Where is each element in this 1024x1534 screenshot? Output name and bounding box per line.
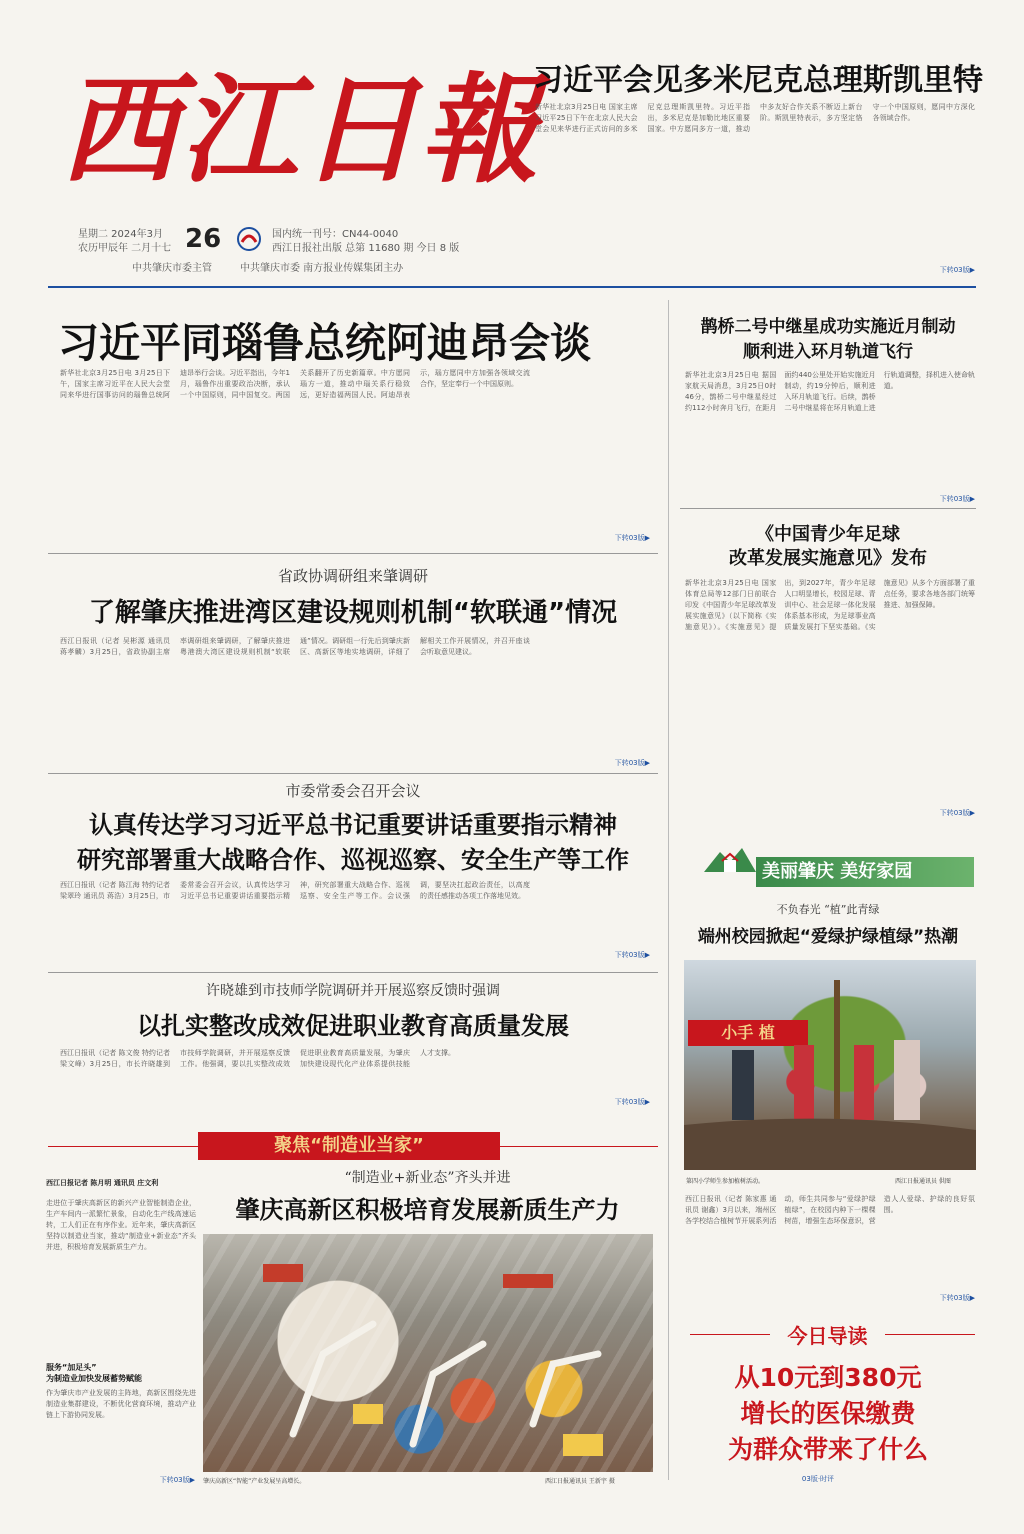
right-story1-body: 新华社北京3月25日电 据国家航天局消息，3月25日0时46分，鹊桥二号中继星经过约112小时奔月飞行，在距月面约440公里处开始实施近月制动，约19分钟后，顺利进入环月轨道飞行。后续，鹊桥二号中继星将在环月轨道上进行轨道调整，择机进入使命轨道。 (685, 371, 975, 412)
story4-kicker: 许晓雄到市技师学院调研并开展巡察反馈时强调 (206, 983, 500, 999)
masthead-sponsor2: 中共肇庆市委 南方报业传媒集团主办 (240, 263, 404, 274)
story2-body: 西江日报讯（记者 吴彬源 通讯员 蒋孝麟）3月25日，省政协副主席率调研组来肇调研，了解肇庆推进粤港澳大湾区建设规则机制“软联通”情况。调研组一行先后到肇庆新区、高新区等地实地调研，详细了解相关工作开展情况，并召开座谈会听取意见建议。 (60, 637, 530, 656)
masthead-title: 西江日報 (60, 60, 541, 199)
right-story3-more: 下转03版▶ (939, 1294, 975, 1302)
guide-page: 03版·时评 (801, 1475, 835, 1483)
right-story1-more: 下转03版▶ (939, 495, 975, 503)
story5-headline: 肇庆高新区积极培育发展新质生产力 (235, 1196, 620, 1224)
masthead-date (78, 228, 188, 256)
masthead-date-line2: 农历甲辰年 二月十七 (78, 243, 172, 254)
right-story1-headline-line1: 鹊桥二号中继星成功实施近月制动 (700, 317, 956, 337)
divider-right-1 (680, 508, 976, 509)
right-story3-headline: 端州校园掀起“爱绿护绿植绿”热潮 (697, 927, 959, 947)
lead-story-more: 下转03版▶ (614, 534, 650, 542)
story5-subhead-line2: 为制造业加快发展蓄势赋能 (46, 1374, 142, 1383)
story3-body: 西江日报讯（记者 陈江海 特约记者 梁翠玲 通讯员 蒋浩）3月25日，市委常委会召开会议，认真传达学习习近平总书记重要讲话重要指示精神，研究部署重大战略合作、巡视巡察、安全生产等工作。会议强调，要坚决扛起政治责任，以高度的责任感推动各项工作落地见效。 (60, 881, 530, 900)
story3-more: 下转03版▶ (614, 951, 650, 959)
school-photo-credit: 西江日报通讯员 供图 (895, 1178, 951, 1185)
right-story2-headline-line1: 《中国青少年足球 (756, 524, 900, 545)
banner-rule-left (48, 1146, 198, 1147)
story5-more: 下转03版▶ (159, 1476, 195, 1484)
guide-rule-left (690, 1334, 770, 1335)
story3-kicker: 市委常委会召开会议 (285, 782, 421, 800)
lead-story-headline: 习近平同瑙鲁总统阿迪昂会谈 (58, 319, 591, 367)
masthead-day: 26 (185, 224, 222, 254)
right-story3-banner: 美丽肇庆 美好家园 (756, 857, 974, 887)
divider-1 (48, 553, 658, 554)
story2-more: 下转03版▶ (614, 759, 650, 767)
right-story1-headline-line2: 顺利进入环月轨道飞行 (743, 342, 913, 362)
right-story2-more: 下转03版▶ (939, 809, 975, 817)
masthead-date-line1: 星期二 2024年3月 (78, 229, 163, 240)
green-banner-icon (702, 842, 758, 878)
lead-story-body: 新华社北京3月25日电 3月25日下午，国家主席习近平在人民大会堂同来华进行国事访问的瑙鲁总统阿迪昂举行会谈。习近平指出，今年1月，瑙鲁作出重要政治决断，承认一个中国原则，同中国复交。两国关系翻开了历史新篇章。中方愿同瑙方一道，推动中瑙关系行稳致远，更好造福两国人民。阿迪昂表示，瑙方愿同中方加强各领域交流合作，坚定奉行一个中国原则。 (60, 369, 530, 399)
top-story-body: 新华社北京3月25日电 国家主席习近平25日下午在北京人民大会堂会见来华进行正式访问的多米尼克总理斯凯里特。习近平指出，多米尼克是加勒比地区重要国家。中方愿同多方一道，推动中多友好合作关系不断迈上新台阶。斯凯里特表示，多方坚定恪守一个中国原则，愿同中方深化各领域合作。 (535, 103, 975, 133)
newspaper-logo-icon (236, 226, 262, 252)
guide-rule-right (885, 1334, 975, 1335)
story2-kicker: 省政协调研组来肇调研 (277, 567, 428, 585)
story4-headline: 以扎实整改成效促进职业教育高质量发展 (137, 1012, 569, 1040)
story5-subhead (46, 1362, 196, 1384)
right-story2-headline-line2: 改革发展实施意见》发布 (729, 548, 927, 569)
masthead-sponsor1: 中共肇庆市委主管 (132, 263, 212, 274)
school-photo (684, 960, 976, 1170)
factory-photo-credit: 西江日报通讯员 王新宇 摄 (545, 1478, 615, 1485)
story3-headline-line1: 认真传达学习习近平总书记重要讲话重要指示精神 (89, 811, 617, 839)
guide-line2: 增长的医保缴费 (740, 1399, 916, 1428)
guide-label: 今日导读 (787, 1324, 868, 1348)
school-photo-caption: 第四小学师生参加植树活动。 (686, 1178, 765, 1185)
divider-2 (48, 773, 658, 774)
story5-banner: 聚焦“制造业当家” (198, 1132, 500, 1160)
masthead-code-line2: 西江日报社出版 总第 11680 期 今日 8 版 (272, 243, 460, 254)
masthead-rule (48, 286, 976, 288)
divider-3 (48, 972, 658, 973)
story5-kicker: “制造业+新业态”齐头并进 (344, 1170, 511, 1186)
story5-body2: 作为肇庆市产业发展的主阵地，高新区围绕先进制造业集群建设，不断优化营商环境，推动产业链上下游协同发展。 (46, 1389, 196, 1419)
story4-more: 下转03版▶ (614, 1098, 650, 1106)
column-divider (668, 300, 669, 1480)
masthead-code-line1: 国内统一刊号：CN44-0040 (272, 229, 399, 240)
banner-rule-right (500, 1146, 658, 1147)
right-story3-body: 西江日报讯（记者 陈家惠 通讯员 谢鑫）3月以来，端州区各学校结合植树节开展系列活动，师生共同参与“爱绿护绿植绿”，在校园内种下一棵棵树苗，增强生态环保意识，营造人人爱绿、护绿的良好氛围。 (685, 1195, 975, 1225)
story3-headline-line2: 研究部署重大战略合作、巡视巡察、安全生产等工作 (77, 846, 629, 874)
story5-byline: 西江日报记者 陈月明 通讯员 庄文利 (46, 1179, 159, 1187)
story2-headline: 了解肇庆推进湾区建设规则机制“软联通”情况 (88, 598, 618, 628)
school-photo-sign: 小手 植 (688, 1020, 808, 1046)
masthead-codes (272, 228, 502, 256)
story4-body: 西江日报讯（记者 陈文俊 特约记者 梁文峰）3月25日，市长许晓雄到市技师学院调研，并开展巡察反馈工作。他强调，要以扎实整改成效促进职业教育高质量发展，为肇庆加快建设现代化产业体系提供技能人才支撑。 (60, 1049, 455, 1068)
right-story3-kicker: 不负春光 “植”此青绿 (776, 903, 880, 916)
right-story2-body: 新华社北京3月25日电 国家体育总局等12部门日前联合印发《中国青少年足球改革发展实施意见》（以下简称《实施意见》）。《实施意见》提出，到2027年，青少年足球人口明显增长，校园足球、青训中心、社会足球一体化发展体系基本形成，为足球事业高质量发展打下坚实基础。《实施意见》从多个方面部署了重点任务，要求各地各部门统筹推进、加强保障。 (685, 579, 975, 631)
top-story-more: 下转03版▶ (939, 266, 975, 274)
guide-line3: 为群众带来了什么 (727, 1435, 928, 1464)
story5-subhead-line1: 服务“加足头” (46, 1363, 97, 1372)
story5-body: 走进位于肇庆高新区的新兴产业智能制造企业，生产车间内一派繁忙景象，自动化生产线高速运转，工人们正在有序作业。近年来，肇庆高新区坚持以制造业当家，推动“制造业+新业态”齐头并进，积极培育发展新质生产力。 (46, 1199, 196, 1251)
guide-line1: 从10元到380元 (734, 1363, 922, 1392)
top-story-headline: 习近平会见多米尼克总理斯凯里特 (533, 63, 983, 98)
factory-photo-caption: 肇庆高新区“智能”产业发展呈高增长。 (203, 1478, 306, 1485)
factory-photo (203, 1234, 653, 1472)
